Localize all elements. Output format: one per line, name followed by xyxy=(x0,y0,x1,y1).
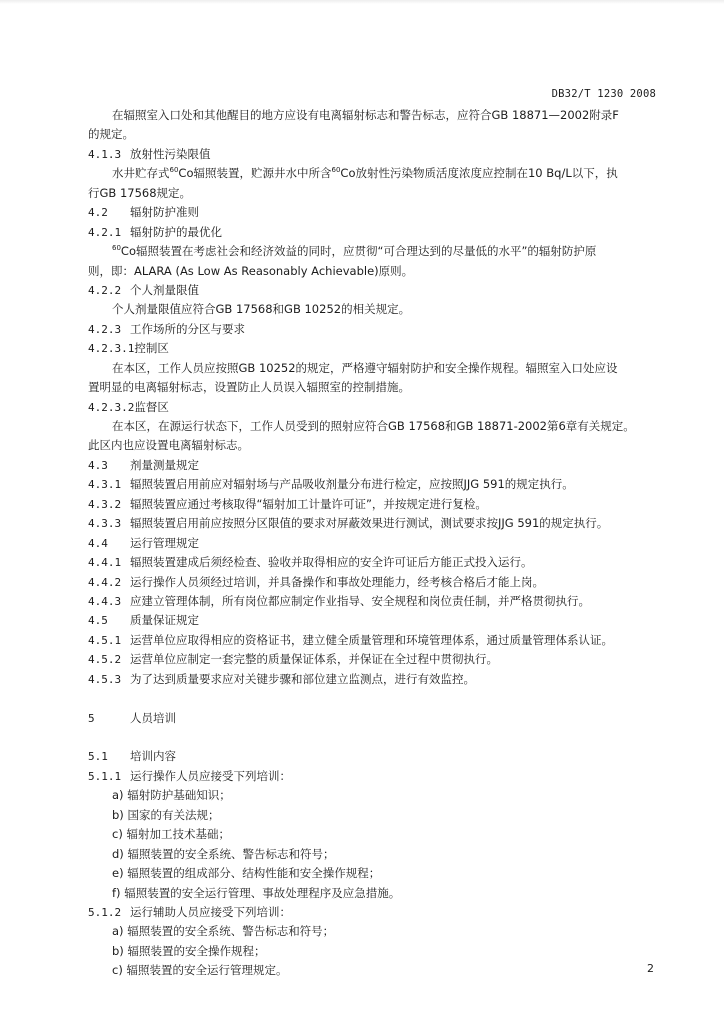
clause-heading xyxy=(88,611,658,630)
line-text: 辐照装置启用前应对辐射场与产品吸收剂量分布进行检定，应按照JJG 591的规定执行。 xyxy=(130,477,574,492)
line-text: 辐照装置启用前应按照分区限值的要求对屏蔽效果进行测试，测试要求按JJG 591的规定执行。 xyxy=(130,516,609,531)
line-text: 个人剂量限值 xyxy=(130,282,199,297)
line-text: 运行操作人员应接受下列培训： xyxy=(130,768,291,783)
line-text: 在本区，在源运行状态下，工作人员受到的照射应符合GB 17568和GB 18871-2002第6章有关规定。 xyxy=(112,419,635,433)
line-text: Co放射性污染物质活度浓度应控制在10 Bq/L以下，执 xyxy=(340,166,618,181)
clause-number: 4.4.3 xyxy=(88,594,122,608)
line-text: f) 辐照装置的安全运行管理、事故处理程序及应急措施。 xyxy=(112,885,401,900)
line-text: 辐射防护准则 xyxy=(130,205,199,220)
clause-number: 5.1 xyxy=(88,750,108,764)
clause-heading xyxy=(88,339,658,358)
list-item xyxy=(88,825,658,844)
clause-heading xyxy=(88,320,658,339)
paragraph-line xyxy=(88,436,658,455)
clause-heading xyxy=(88,456,658,475)
line-text: 此区内也应设置电离辐射标志。 xyxy=(88,438,249,453)
clause-heading xyxy=(88,398,658,417)
line-text: 控制区 xyxy=(134,341,169,356)
clause-heading xyxy=(88,145,658,164)
isotope-mass-number: 60 xyxy=(331,166,341,175)
line-text: 运行管理规定 xyxy=(130,535,199,550)
clause-number: 4.3.1 xyxy=(88,478,122,492)
clause-number: 4.2.1 xyxy=(88,225,122,239)
clause-number: 4.2 xyxy=(88,206,108,220)
clause-number: 4.2.3.1 xyxy=(88,342,135,356)
line-text: 质量保证规定 xyxy=(130,613,199,628)
clause-heading xyxy=(88,495,658,514)
list-item xyxy=(88,884,658,903)
line-text: 运营单位应制定一套完整的质量保证体系，并保证在全过程中贯彻执行。 xyxy=(130,652,498,667)
clause-heading xyxy=(88,203,658,222)
clause-heading xyxy=(88,747,658,766)
line-text: 置明显的电离辐射标志，设置防止人员误入辐照室的控制措施。 xyxy=(88,380,410,395)
line-text: 则，即：ALARA (As Low As Reasonably Achievable)原则。 xyxy=(88,263,414,278)
line-text: 在辐照室入口处和其他醒目的地方应设有电离辐射标志和警告标志，应符合GB 18871—2002附录F xyxy=(112,108,619,122)
isotope-mass-number: 60 xyxy=(169,166,179,175)
clause-number: 4.5.2 xyxy=(88,653,122,667)
line-text: 应建立管理体制，所有岗位都应制定作业指导、安全规程和岗位责任制，并严格贯彻执行。 xyxy=(130,593,590,608)
paragraph-line xyxy=(88,378,658,397)
standard-code: DB32/T 1230 2008 xyxy=(551,88,656,100)
clause-number: 4.5.3 xyxy=(88,672,122,686)
clause-number: 4.4.2 xyxy=(88,575,122,589)
line-text: 辐射防护的最优化 xyxy=(130,224,222,239)
line-text: 运行辅助人员应接受下列培训： xyxy=(130,904,291,919)
clause-number: 4.3.3 xyxy=(88,517,122,531)
clause-heading xyxy=(88,903,658,922)
line-text: Co辐照装置，贮源井水中所含 xyxy=(178,166,332,181)
blank-line xyxy=(88,728,658,747)
paragraph-line xyxy=(88,106,658,125)
clause-heading xyxy=(88,592,658,611)
line-text: 辐照装置建成后须经检查、验收并取得相应的安全许可证后方能正式投入运行。 xyxy=(130,555,533,570)
clause-heading xyxy=(88,475,658,494)
line-text: 的规定。 xyxy=(88,127,134,142)
paragraph-line xyxy=(88,417,658,436)
clause-number: 5.1.2 xyxy=(88,905,122,919)
clause-number: 4.3 xyxy=(88,458,108,472)
isotope-mass-number: 60 xyxy=(112,244,121,253)
line-text: 监督区 xyxy=(134,399,169,414)
clause-number: 5 xyxy=(88,711,95,725)
clause-number: 4.5 xyxy=(88,614,108,628)
line-text: 工作场所的分区与要求 xyxy=(130,321,245,336)
clause-number: 4.1.3 xyxy=(88,147,122,161)
clause-number: 4.2.3 xyxy=(88,322,122,336)
clause-heading xyxy=(88,670,658,689)
clause-heading xyxy=(88,631,658,650)
list-item xyxy=(88,845,658,864)
list-item xyxy=(88,786,658,805)
list-item xyxy=(88,942,658,961)
line-text: 剂量测量规定 xyxy=(130,457,199,472)
clause-heading xyxy=(88,553,658,572)
paragraph-line xyxy=(88,164,658,183)
blank-line xyxy=(88,689,658,708)
line-text: b) 辐照装置的安全操作规程； xyxy=(112,943,266,958)
line-text: e) 辐照装置的组成部分、结构性能和安全操作规程； xyxy=(112,866,381,881)
line-text: b) 国家的有关法规； xyxy=(112,807,220,822)
line-text: 行GB 17568规定。 xyxy=(88,185,192,200)
clause-number: 4.3.2 xyxy=(88,497,122,511)
line-text: 运营单位应取得相应的资格证书，建立健全质量管理和环境管理体系，通过质量管理体系认证。 xyxy=(130,632,613,647)
clause-number: 4.5.1 xyxy=(88,633,122,647)
line-text: Co辐照装置在考虑社会和经济效益的同时，应贯彻“可合理达到的尽量低的水平”的辐射防护原 xyxy=(120,244,597,259)
list-item xyxy=(88,961,658,980)
clause-number: 5.1.1 xyxy=(88,769,122,783)
clause-number: 4.4.1 xyxy=(88,556,122,570)
list-item xyxy=(88,806,658,825)
line-text: 个人剂量限值应符合GB 17568和GB 10252的相关规定。 xyxy=(112,302,411,317)
paragraph-line xyxy=(88,125,658,144)
scan-edge xyxy=(0,0,724,4)
clause-number: 4.2.3.2 xyxy=(88,400,135,414)
document-body xyxy=(88,106,658,981)
clause-heading xyxy=(88,534,658,553)
paragraph-line xyxy=(88,300,658,319)
line-text: 人员培训 xyxy=(130,710,176,725)
line-text: 放射性污染限值 xyxy=(130,146,211,161)
clause-heading xyxy=(88,650,658,669)
line-text: c) 辐射加工技术基础； xyxy=(112,827,230,842)
page-number: 2 xyxy=(647,962,654,975)
line-text: 运行操作人员须经过培训，并具备操作和事故处理能力，经考核合格后才能上岗。 xyxy=(130,574,544,589)
paragraph-line xyxy=(88,184,658,203)
line-text: c) 辐照装置的安全运行管理规定。 xyxy=(112,963,288,978)
clause-number: 4.4 xyxy=(88,536,108,550)
line-text: a) 辐照装置的安全系统、警告标志和符号； xyxy=(112,924,335,939)
paragraph-line xyxy=(88,262,658,281)
line-text: 为了达到质量要求应对关键步骤和部位建立监测点，进行有效监控。 xyxy=(130,671,475,686)
line-text: 培训内容 xyxy=(130,749,176,764)
clause-heading xyxy=(88,709,658,728)
clause-heading xyxy=(88,281,658,300)
line-text: d) 辐照装置的安全系统、警告标志和符号； xyxy=(112,846,335,861)
paragraph-line xyxy=(88,242,658,261)
list-item xyxy=(88,864,658,883)
clause-heading xyxy=(88,767,658,786)
line-text: 辐照装置应通过考核取得“辐射加工计量许可证”，并按规定进行复检。 xyxy=(130,496,487,511)
clause-heading xyxy=(88,573,658,592)
list-item xyxy=(88,922,658,941)
clause-number: 4.2.2 xyxy=(88,283,122,297)
line-text: 水井贮存式 xyxy=(112,166,170,181)
clause-heading xyxy=(88,223,658,242)
line-text: a) 辐射防护基础知识； xyxy=(112,788,231,803)
line-text: 在本区，工作人员应按照GB 10252的规定，严格遵守辐射防护和安全操作规程。辐照室入口处应设 xyxy=(112,360,618,375)
paragraph-line xyxy=(88,359,658,378)
clause-heading xyxy=(88,514,658,533)
